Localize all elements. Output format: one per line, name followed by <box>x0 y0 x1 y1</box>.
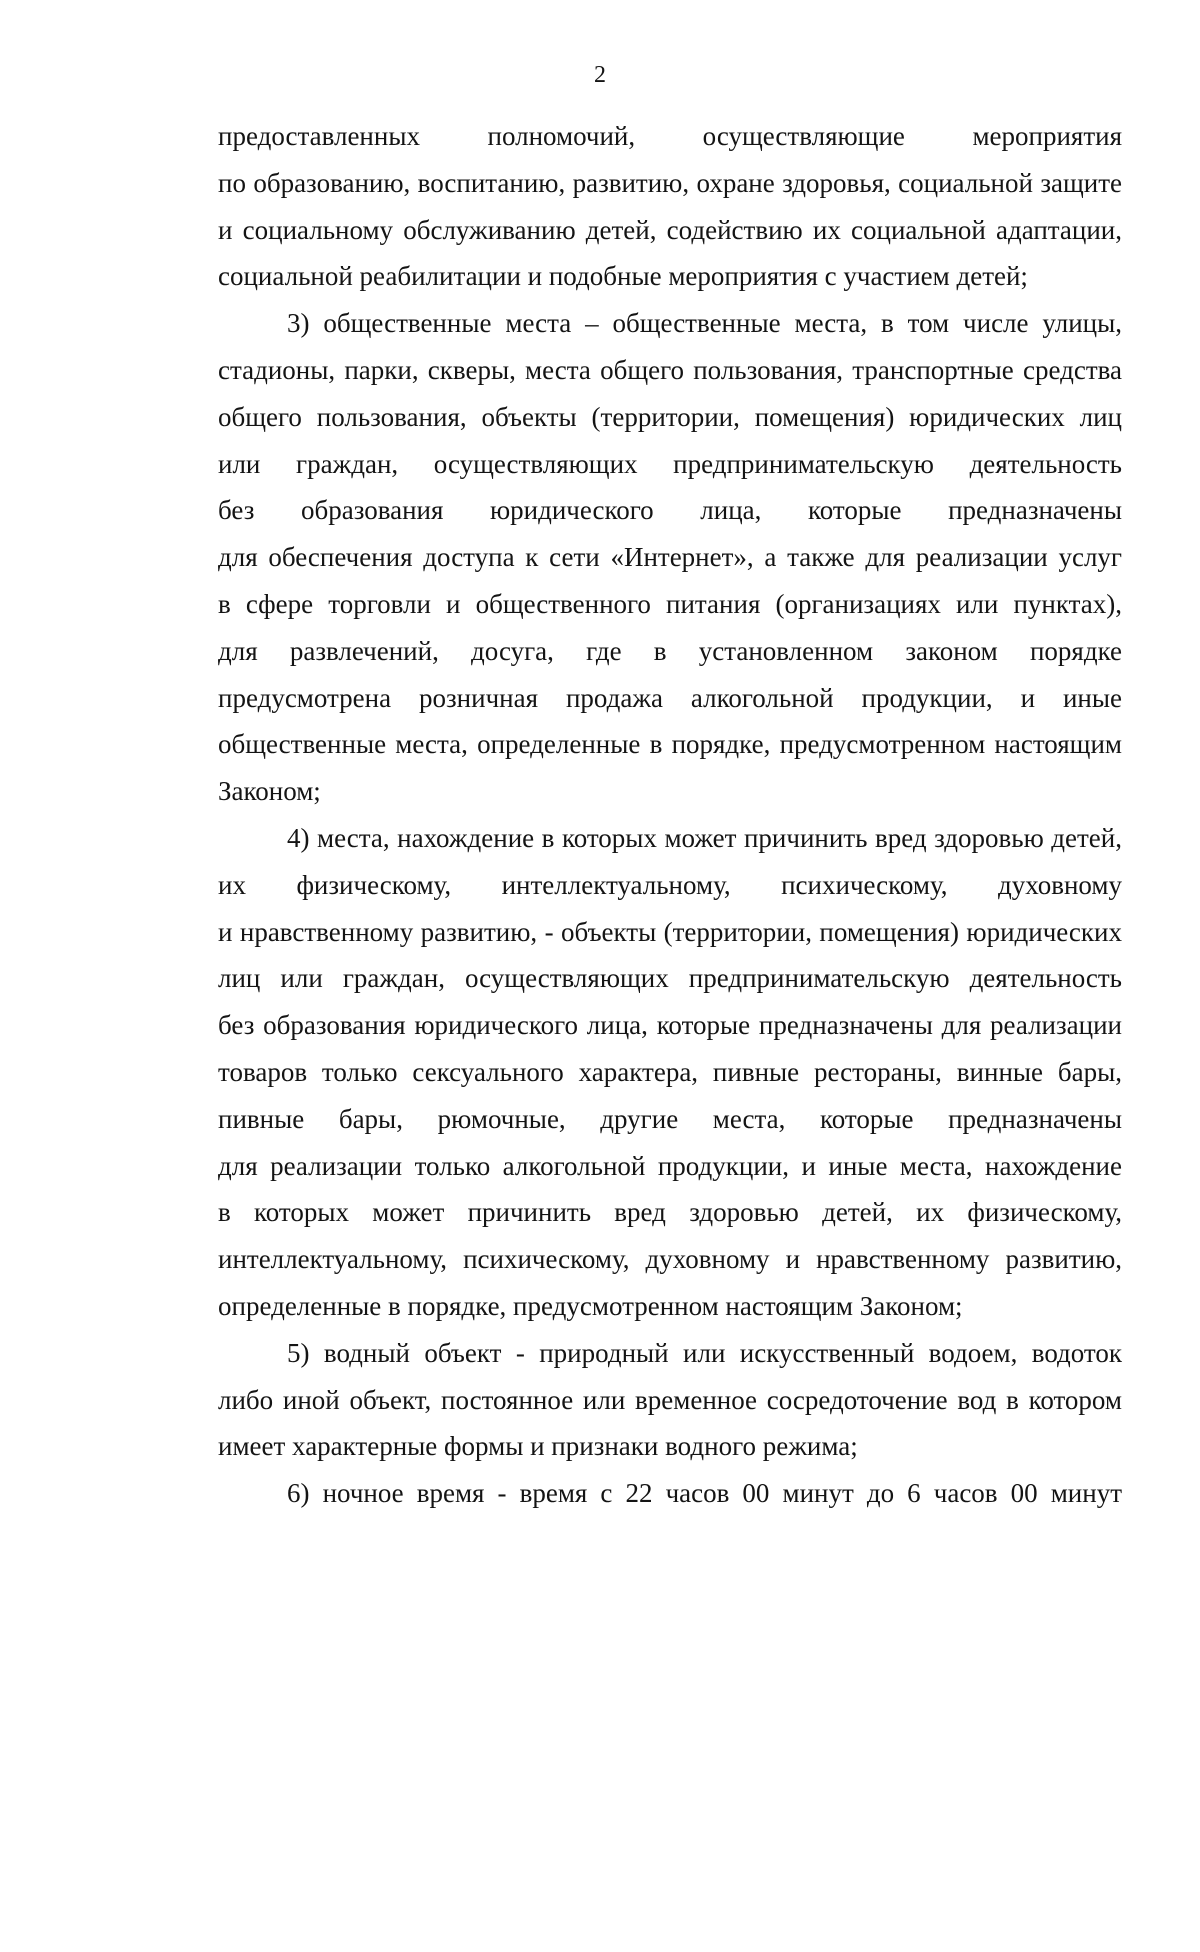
text-line: 5) водный объект - природный или искусственный водоем, водоток <box>287 1337 1122 1368</box>
text-line: и социальному обслуживанию детей, содействию их социальной адаптации, <box>218 214 1122 245</box>
text-line: стадионы, парки, скверы, места общего пользования, транспортные средства <box>218 354 1122 385</box>
text-line: и нравственному развитию, - объекты (территории, помещения) юридических <box>218 916 1122 947</box>
text-line: 6) ночное время - время с 22 часов 00 минут до 6 часов 00 минут <box>287 1478 1122 1509</box>
text-line: товаров только сексуального характера, пивные рестораны, винные бары, <box>218 1056 1122 1087</box>
text-line: без образования юридического лица, которые предназначены <box>218 495 1122 526</box>
text-line: по образованию, воспитанию, развитию, охране здоровья, социальной защите <box>218 167 1122 198</box>
text-line: социальной реабилитации и подобные мероприятия с участием детей; <box>218 261 1028 292</box>
text-line: для развлечений, досуга, где в установленном законом порядке <box>218 635 1122 666</box>
text-line: для реализации только алкогольной продукции, и иные места, нахождение <box>218 1150 1122 1181</box>
text-line: для обеспечения доступа к сети «Интернет», а также для реализации услуг <box>218 542 1122 573</box>
text-line: общественные места, определенные в порядке, предусмотренном настоящим <box>218 729 1122 760</box>
text-line: интеллектуальному, психическому, духовному и нравственному развитию, <box>218 1244 1122 1275</box>
text-line: общего пользования, объекты (территории, помещения) юридических лиц <box>218 401 1122 432</box>
text-line: 4) места, нахождение в которых может причинить вред здоровью детей, <box>287 822 1122 853</box>
text-line: предусмотрена розничная продажа алкогольной продукции, и иные <box>218 682 1122 713</box>
text-line: Законом; <box>218 776 321 807</box>
text-line: в которых может причинить вред здоровью детей, их физическому, <box>218 1197 1122 1228</box>
text-line: либо иной объект, постоянное или временное сосредоточение вод в котором <box>218 1384 1122 1415</box>
text-line: их физическому, интеллектуальному, психическому, духовному <box>218 869 1122 900</box>
body-text <box>218 113 1122 1517</box>
text-line: без образования юридического лица, которые предназначены для реализации <box>218 1010 1122 1041</box>
text-line: определенные в порядке, предусмотренном настоящим Законом; <box>218 1290 963 1321</box>
text-line: 3) общественные места – общественные места, в том числе улицы, <box>287 308 1122 339</box>
text-line: предоставленных полномочий, осуществляющие мероприятия <box>218 121 1122 151</box>
text-line: или граждан, осуществляющих предпринимательскую деятельность <box>218 448 1122 479</box>
page-number: 2 <box>594 62 606 88</box>
text-line: пивные бары, рюмочные, другие места, которые предназначены <box>218 1103 1122 1134</box>
text-line: в сфере торговли и общественного питания (организациях или пунктах), <box>218 588 1122 619</box>
text-line: лиц или граждан, осуществляющих предпринимательскую деятельность <box>218 963 1122 994</box>
text-line: имеет характерные формы и признаки водного режима; <box>218 1431 858 1462</box>
